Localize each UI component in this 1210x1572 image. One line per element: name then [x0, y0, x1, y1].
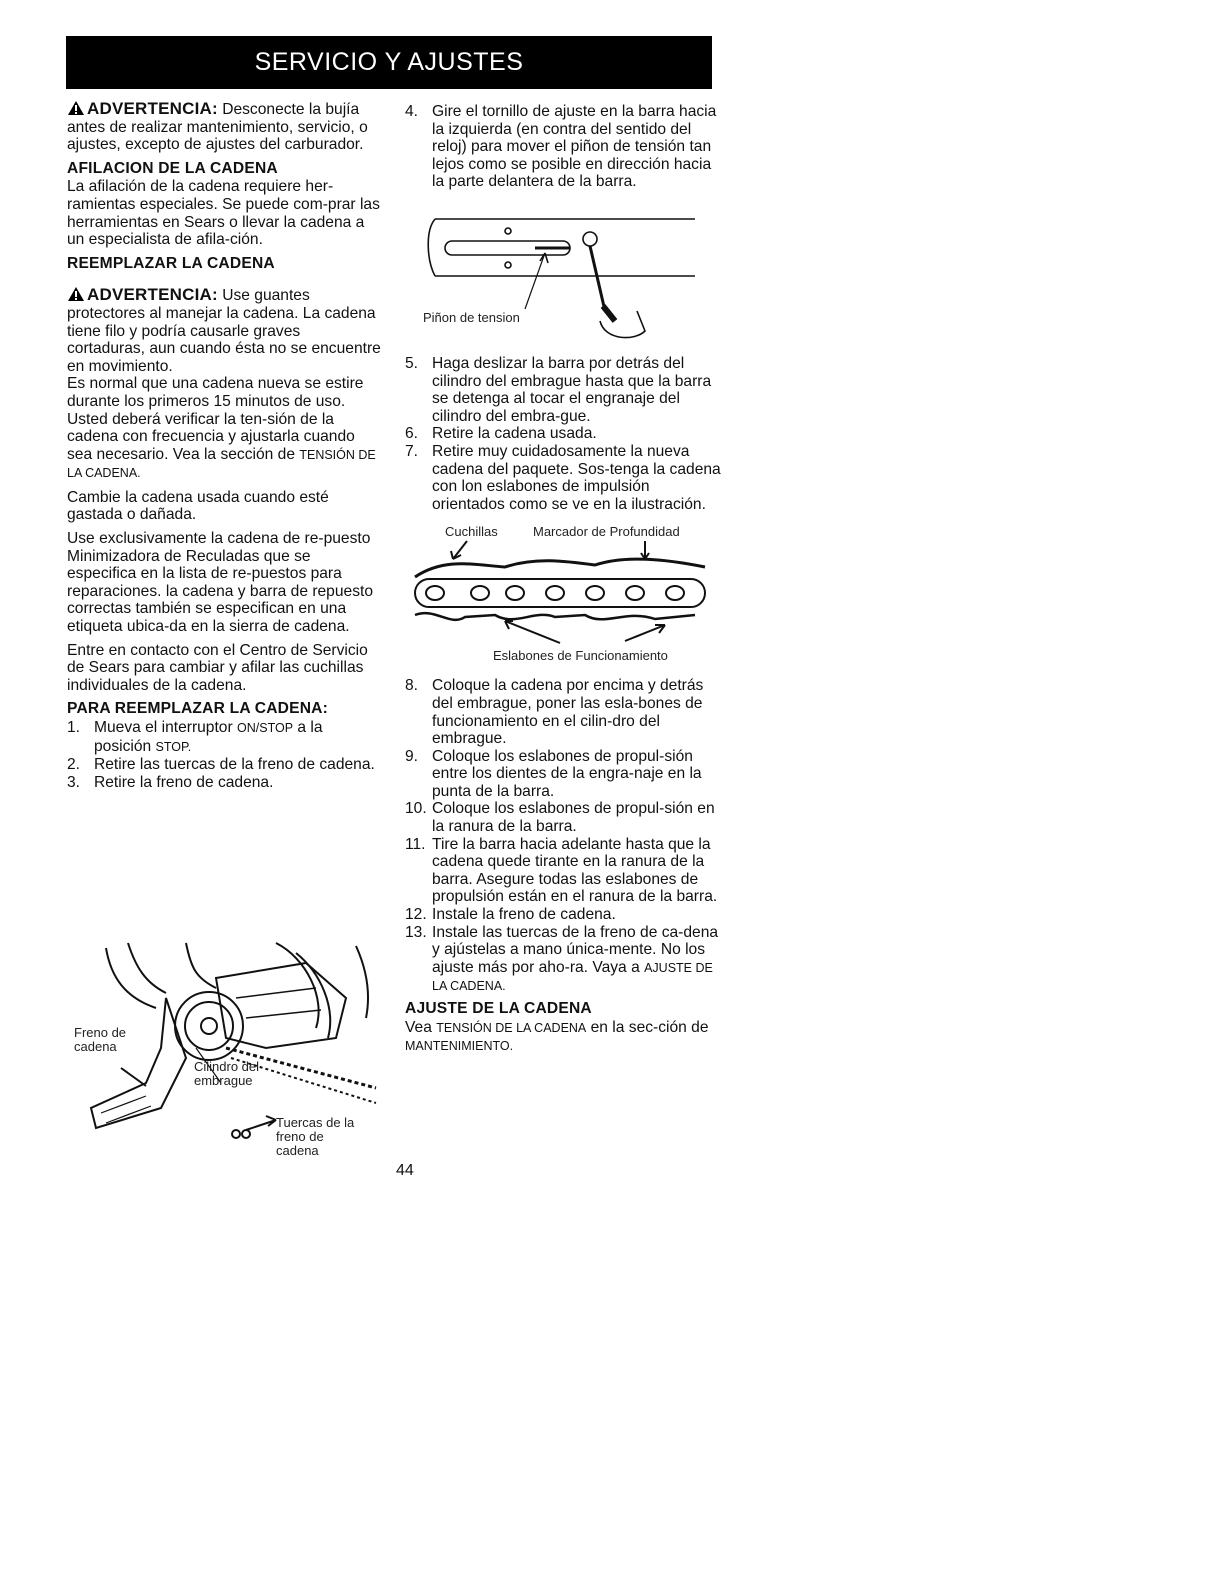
pinon-label: Piñon de tension — [423, 309, 520, 325]
bar-tension-figure — [405, 201, 723, 347]
warning-icon — [67, 100, 85, 116]
marcador-label: Marcador de Profundidad — [533, 524, 680, 540]
list-item: 11. Tire la barra hacia adelante hasta que la cadena quede tirante en la ranura de la barra. Asegure todas las eslabones de propulsión están en el ranura de la barra. — [405, 835, 718, 906]
list-item: 8. Coloque la cadena por encima y detrás del embrague, poner las esla-bones de funcionamiento en el cilin-dro del embrague. — [405, 677, 704, 748]
replace-worn-text: Cambie la cadena usada cuando esté gastada o dañada. — [67, 488, 329, 524]
tuercas-label: Tuercas de la freno de cadena — [276, 1115, 355, 1158]
list-item: 2. Retire las tuercas de la freno de cadena. — [67, 756, 375, 774]
warning-gloves — [67, 286, 382, 375]
tension-reference: TENSIÓN DE LA CADENA. — [67, 447, 376, 481]
warning-icon — [67, 286, 85, 302]
heading-reemplazar: REEMPLAZAR LA CADENA — [67, 254, 275, 272]
warning-label: ADVERTENCIA: — [87, 285, 218, 305]
list-item: 7. Retire muy cuidadosamente la nueva cadena del paquete. Sos-tenga la cadena con lon eslabones de impulsión orientados como se ve en la ilustración. — [405, 442, 721, 513]
list-item: 3. Retire la freno de cadena. — [67, 773, 274, 791]
list-item: 13. Instale las tuercas de la freno de ca-dena y ajústelas a mano única-mente. No los ajuste más por aho-ra. Vaya a AJUSTE DE LA CADENA. — [405, 923, 719, 994]
warning-text: Desconecte la bujía antes de realizar mantenimiento, servicio, o ajustes, excepto de ajustes del carburador. — [67, 101, 368, 154]
paragraph-text: Es normal que una cadena nueva se estire durante los primeros 15 minutos de uso. Usted deberá verificar la ten-sión de la cadena con frecuencia y ajustarla cuando sea necesario. Vea la sección de — [67, 375, 364, 463]
chain-stretch-text — [67, 375, 382, 483]
bar-adjust-illustration — [405, 201, 723, 347]
ajuste-text: Vea TENSIÓN DE LA CADENA en la sec-ción de MANTENIMIENTO. — [405, 1018, 709, 1054]
freno-label: Freno de cadena — [74, 1025, 127, 1054]
steps-list-c — [405, 677, 723, 996]
chain-illustration — [405, 537, 723, 657]
eslabones-label: Eslabones de Funcionamiento — [493, 648, 668, 664]
heading-afilacion: AFILACION DE LA CADENA — [67, 159, 278, 177]
warning-label: ADVERTENCIA: — [87, 99, 218, 118]
list-item: 6. Retire la cadena usada. — [405, 425, 597, 443]
warning-text: Use guantes protectores al manejar la cadena. La cadena tiene filo y podría causarle graves cortaduras, aun cuando ésta no se encuentre en movimiento. — [67, 287, 381, 375]
list-item: 5. Haga deslizar la barra por detrás del cilindro del embrague hasta que la barra se detenga al tocar el engranaje del cilindro del embra-gue. — [405, 354, 712, 425]
right-column — [405, 103, 723, 1062]
section-header — [66, 36, 712, 89]
section-title: SERVICIO Y AJUSTES — [254, 48, 524, 76]
cilindro-label: Cilindro del embrague — [194, 1059, 260, 1088]
heading-steps: PARA REEMPLAZAR LA CADENA: — [67, 700, 329, 718]
step-4-list — [405, 103, 723, 191]
left-column — [67, 100, 382, 791]
list-item: 9. Coloque los eslabones de propul-sión entre los dientes de la engra-naje en la punta de la barra. — [405, 747, 702, 800]
list-item: 1. Mueva el interruptor ON/STOP a la posición STOP. — [67, 719, 323, 755]
chain-links-figure — [405, 521, 723, 667]
list-item: 12. Instale la freno de cadena. — [405, 906, 616, 924]
service-center-text: Entre en contacto con el Centro de Servicio de Sears para cambiar y afilar las cuchillas individuales de la cadena. — [67, 641, 368, 694]
list-item: 10. Coloque los eslabones de propul-sión en la ranura de la barra. — [405, 800, 715, 836]
heading-ajuste: AJUSTE DE LA CADENA — [405, 1000, 592, 1017]
replacement-chain-text: Use exclusivamente la cadena de re-puesto Minimizadora de Reculadas que se especifica en la lista de re-puestos para reparaciones. la cadena y barra de repuesto correctas también se especifican en una etiqueta ubica-da en la sierra de cadena. — [67, 530, 374, 636]
chain-brake-figure — [66, 938, 386, 1158]
page-number: 44 — [396, 1162, 414, 1179]
afilacion-text: La afilación de la cadena requiere her-ramientas especiales. Se puede com-prar las herramientas en Sears o llevar la cadena a un especialista de afila-ción. — [67, 178, 380, 249]
steps-list-left — [67, 719, 382, 791]
list-item: 4. Gire el tornillo de ajuste en la barra hacia la izquierda (en contra del sentido del reloj) para mover el piñon de tensión tan lejos como se posible en dirección hacia la parte delantera de la barra. — [405, 103, 717, 191]
warning-disconnect — [67, 100, 382, 154]
steps-list-b — [405, 355, 723, 513]
cuchillas-label: Cuchillas — [445, 524, 498, 540]
